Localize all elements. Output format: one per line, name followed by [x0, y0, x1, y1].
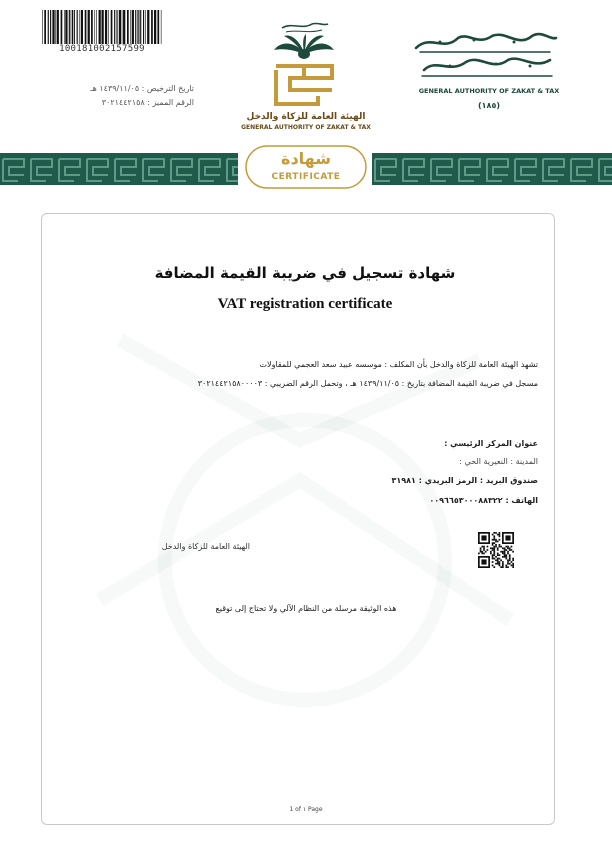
zakat-palm-logo — [262, 20, 346, 112]
badge-title-en: CERTIFICATE — [271, 172, 341, 182]
issuing-authority: الهيئة العامة للزكاة والدخل — [161, 542, 250, 551]
center-org-name-en: GENERAL AUTHORITY OF ZAKAT & TAX — [241, 124, 371, 131]
right-org-name-en: GENERAL AUTHORITY OF ZAKAT & TAX — [418, 87, 560, 95]
right-org-code: (١٨٥) — [478, 101, 500, 110]
qr-code — [478, 532, 514, 568]
badge-title-ar: شهادة — [281, 149, 331, 168]
certificate-title-ar: شهادة تسجيل في ضريبة القيمة المضافة — [154, 264, 456, 282]
decorative-band-left — [0, 153, 238, 185]
unified-number: الرقم المميز : ٣٠٢١٤٤٢١٥٨ — [101, 98, 194, 107]
address-title: عنوان المركز الرئيسي : — [444, 439, 538, 448]
taxpayer-line: تشهد الهيئة العامة للزكاة والدخل بأن المكلف : موسسه عبيد سعد العجمي للمقاولات — [259, 360, 538, 369]
registration-line: مسجل في ضريبة القيمة المضافة بتاريخ : ١٤٣٩/١١/٠٥ هـ ، وتحمل الرقم الضريبي : ٣٠٢١٤٤٢١٥٨٠٠٠٠٣ — [197, 379, 538, 388]
address-city: المدينة : النعيرية الحي : — [459, 457, 538, 466]
license-date: تاريخ الترخيص : ١٤٣٩/١١/٠٥ هـ — [90, 84, 194, 93]
address-phone: الهاتف : ٠٠٩٦٦٥٣٠٠٠٨٨٣٢٢ — [429, 496, 538, 505]
certificate-title-en: VAT registration certificate — [217, 296, 393, 312]
decorative-band-right — [372, 153, 612, 185]
address-pobox: صندوق البريد : الرمز البريدي : ٣١٩٨١ — [391, 476, 538, 485]
barcode-number: 100181002157599 — [59, 44, 145, 54]
kingdom-calligraphy-logo — [410, 30, 560, 82]
auto-generated-note: هذه الوثيقة مرسلة من النظام الآلي ولا تحتاج إلى توقيع — [215, 604, 397, 613]
center-org-name-ar: الهيئة العامة للزكاة والدخل — [246, 112, 366, 122]
page-number: 1 of ١ Page — [289, 806, 323, 813]
